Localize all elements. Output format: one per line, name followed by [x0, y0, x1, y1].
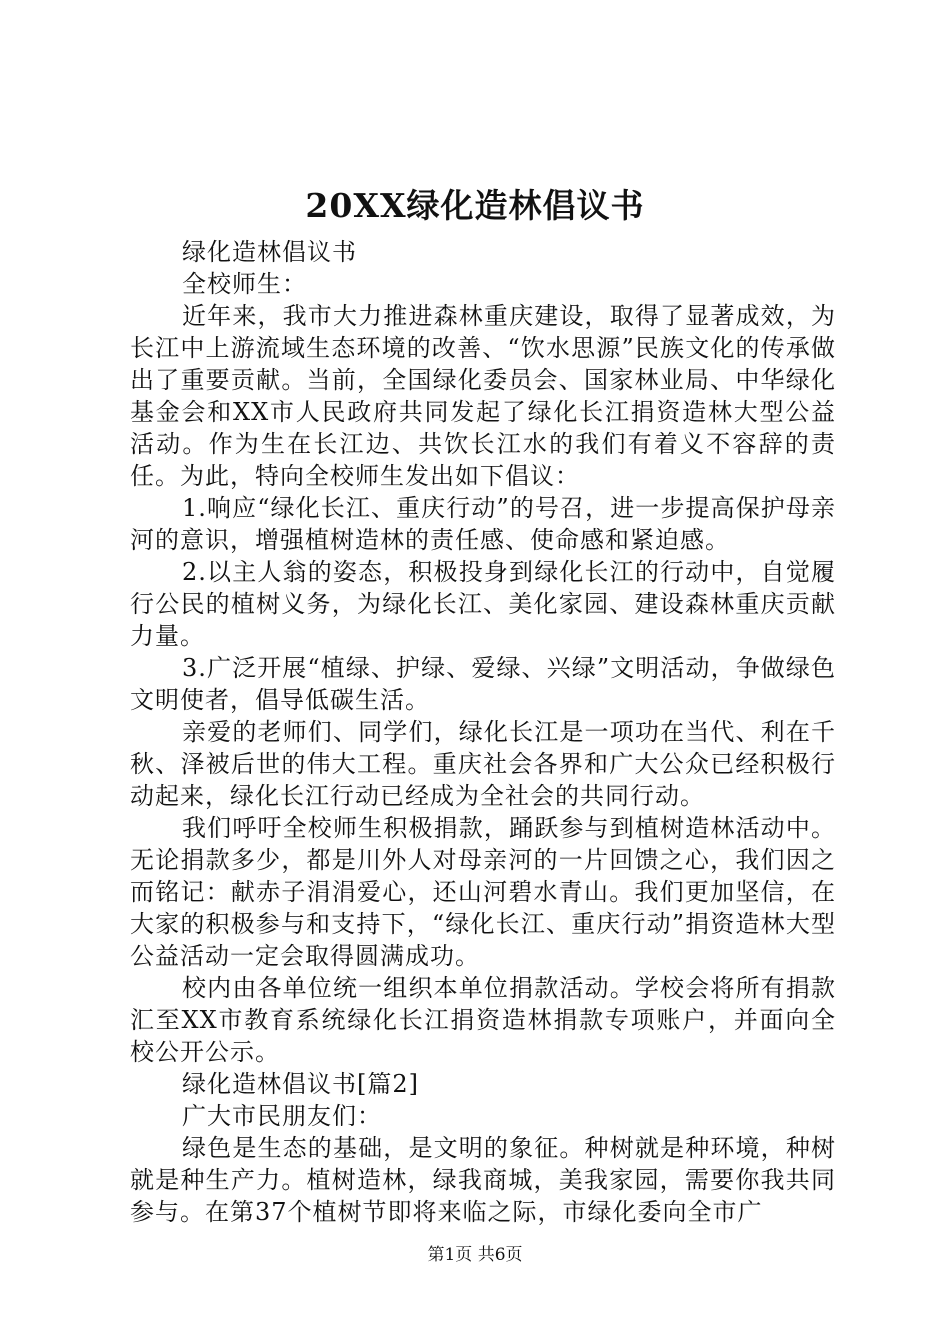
paragraph-item-1: 1.响应“绿化长江、重庆行动”的号召，进一步提高保护母亲河的意识，增强植树造林的责任感、使命感和紧迫感。 [130, 494, 836, 554]
paragraph-item-2: 2.以主人翁的姿态，积极投身到绿化长江的行动中，自觉履行公民的植树义务，为绿化长江、美化家园、建设森林重庆贡献力量。 [130, 558, 836, 650]
document-body [130, 236, 836, 1228]
paragraph-intro: 近年来，我市大力推进森林重庆建设，取得了显著成效，为长江中上游流域生态环境的改善、“饮水思源”民族文化的传承做出了重要贡献。当前，全国绿化委员会、国家林业局、中华绿化基金会和XX市人民政府共同发起了绿化长江捐资造林大型公益活动。作为生在长江边、共饮长江水的我们有着义不容辞的责任。为此，特向全校师生发出如下倡议： [130, 302, 836, 490]
paragraph-section-2-salutation: 广大市民朋友们： [182, 1102, 382, 1130]
document-title: 20XX绿化造林倡议书 [305, 186, 645, 225]
paragraph-appeal: 亲爱的老师们、同学们，绿化长江是一项功在当代、利在千秋、泽被后世的伟大工程。重庆社会各界和广大公众已经积极行动起来，绿化长江行动已经成为全社会的共同行动。 [130, 718, 836, 810]
paragraph-heading: 绿化造林倡议书 [182, 238, 357, 266]
paragraph-salutation: 全校师生： [182, 270, 307, 298]
paragraph-item-3: 3.广泛开展“植绿、护绿、爱绿、兴绿”文明活动，争做绿色文明使者，倡导低碳生活。 [130, 654, 836, 714]
paragraph-donation: 我们呼吁全校师生积极捐款，踊跃参与到植树造林活动中。无论捐款多少，都是川外人对母亲河的一片回馈之心，我们因之而铭记：献赤子涓涓爱心，还山河碧水青山。我们更加坚信，在大家的积极参与和支持下，“绿化长江、重庆行动”捐资造林大型公益活动一定会取得圆满成功。 [130, 814, 836, 970]
paragraph-section-2-body: 绿色是生态的基础，是文明的象征。种树就是种环境，种树就是种生产力。植树造林，绿我商城，美我家园，需要你我共同参与。在第37个植树节即将来临之际，市绿化委向全市广 [130, 1134, 836, 1226]
page-footer: 第1页 共6页 [427, 1245, 523, 1265]
paragraph-section-2-heading: 绿化造林倡议书[篇2] [182, 1070, 419, 1098]
paragraph-organization: 校内由各单位统一组织本单位捐款活动。学校会将所有捐款汇至XX市教育系统绿化长江捐资造林捐款专项账户，并面向全校公开公示。 [130, 974, 836, 1066]
